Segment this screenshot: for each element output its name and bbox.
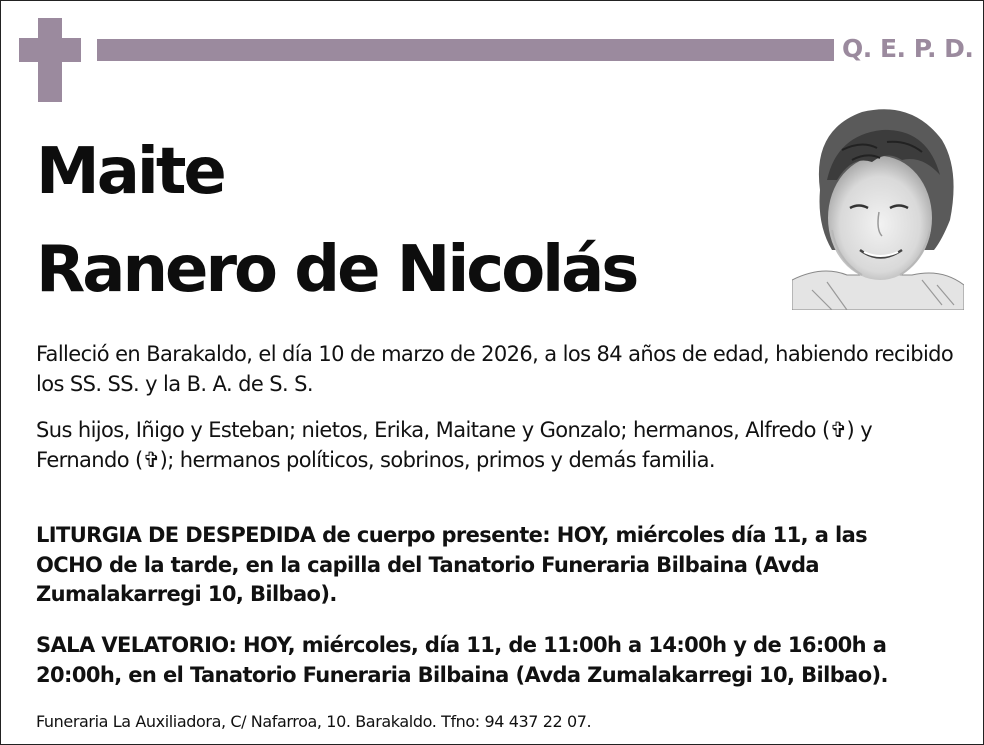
qepd-label: Q. E. P. D. — [842, 34, 974, 63]
funeral-home-footer: Funeraria La Auxiliadora, C/ Nafarroa, 10. Barakaldo. Tfno: 94 437 22 07. — [36, 712, 592, 731]
deceased-last-name: Ranero de Nicolás — [36, 233, 637, 307]
notice-paragraph-liturgy: LITURGIA DE DESPEDIDA de cuerpo presente: HOY, miércoles día 11, a las OCHO de la tarde, en la capilla del Tanatorio Funeraria Bilbaina (Avda Zumalakarregi 10, Bilbao). — [36, 523, 868, 606]
cross-icon-bar — [19, 38, 81, 62]
portrait-photo — [792, 100, 964, 310]
notice-paragraph-family: Sus hijos, Iñigo y Esteban; nietos, Erika, Maitane y Gonzalo; hermanos, Alfredo (✞) y Fernando (✞); hermanos políticos, sobrinos, primos y demás familia. — [36, 418, 873, 472]
notice-paragraph-death: Falleció en Barakaldo, el día 10 de marzo de 2026, a los 84 años de edad, habiendo recibido los SS. SS. y la B. A. de S. S. — [36, 342, 954, 396]
header-rule — [97, 39, 834, 61]
notice-paragraph-wake: SALA VELATORIO: HOY, miércoles, día 11, de 11:00h a 14:00h y de 16:00h a 20:00h, en el Tanatorio Funeraria Bilbaina (Avda Zumalakarregi 10, Bilbao). — [36, 633, 888, 687]
deceased-first-name: Maite — [36, 135, 224, 209]
